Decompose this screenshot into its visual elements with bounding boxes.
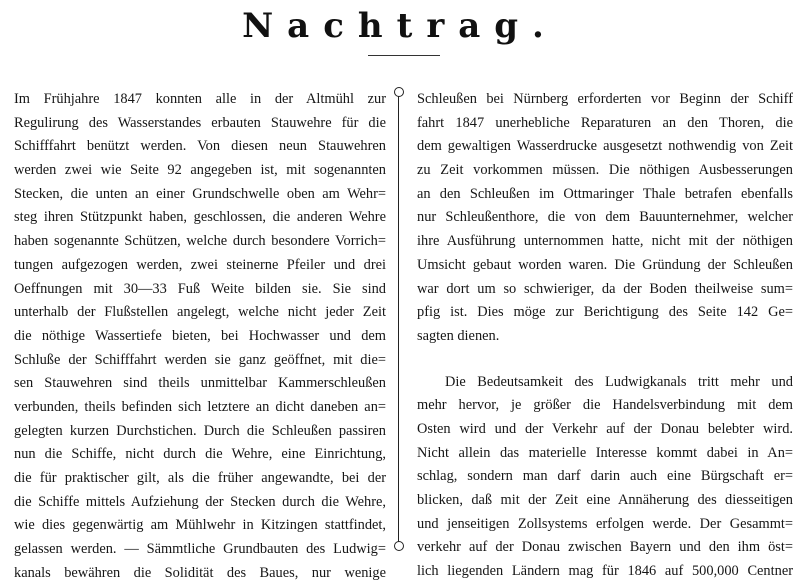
text-line: die nöthige Wassertiefe bieten, bei Hochwasser und dem [14, 327, 386, 344]
text-line: und jenseitigen Zollsystems erfolgen werde. Der Gesammt= [417, 515, 793, 532]
text-line: mehr hervor, je größer die Handelsverbindung mit dem [417, 397, 793, 414]
text-line: zu Zeit vorkommen müssen. Die nöthigen Ausbesserungen [417, 162, 793, 179]
text-line: Oeffnungen mit 30—33 Fuß Weite bilden sie. Sie sind [14, 280, 386, 297]
text-line: wie dies gegenwärtig am Mühlwehr in Kitzingen stattfindet, [14, 517, 386, 534]
text-line: kanals bewähren die Solidität des Baues, nur wenige [14, 564, 386, 581]
text-line: verkehr auf der Donau zwischen Bayern und den ihm öst= [417, 539, 793, 556]
text-line: Osten wird und der Verkehr auf der Donau belebter wird. [417, 420, 793, 437]
text-line: haben sogenannte Schützen, welche durch besondere Vorrich= [14, 233, 386, 250]
text-line: war dort um so schwieriger, da der Boden theilweise sum= [417, 280, 793, 297]
text-line: nur Schleußenthore, die von dem Bauunternehmer, welcher [417, 209, 793, 226]
text-line: ihre Ausführung unternommen hatte, nicht mit der nöthigen [417, 233, 793, 250]
text-line: die Schiffe mittels Aufziehung der Stecken durch die Wehre, [14, 493, 386, 510]
text-line: steg ihren Stützpunkt haben, geschlossen, die anderen Wehre [14, 209, 386, 226]
text-line: Stecken, die unten an einer Grundschwelle oben am Wehr= [14, 185, 386, 202]
title-underline [368, 55, 440, 56]
text-line: gelegten kurzen Durchstichen. Durch die Schleußen passiren [14, 422, 386, 439]
text-line: nun die Schiffe, nicht durch die Wehre, eine Einrichtung, [14, 446, 386, 463]
text-line: gelassen werden. — Sämmtliche Grundbauten des Ludwig= [14, 541, 386, 558]
text-line: dem gewaltigen Wasserdrucke ausgesetzt nothwendig von Zeit [417, 138, 793, 155]
text-line: sen Stauwehren sind theils unmittelbar Kammerschleußen [14, 375, 386, 392]
text-line: sagten dienen. [417, 327, 500, 344]
text-line: Regulirung des Wasserstandes erbauten Stauwehre für die [14, 114, 386, 131]
text-line: Schluße der Schifffahrt werden sie ganz geöffnet, mit die= [14, 351, 386, 368]
left-column [14, 88, 386, 585]
column-divider [398, 96, 399, 542]
text-line: Nicht allein das materielle Interesse kommt dabei in An= [417, 444, 793, 461]
text-line: die für praktischer gilt, als die früher angewandte, bei der [14, 470, 386, 486]
text-line: werden zwei wie Seite 92 angegeben ist, mit sogenannten [14, 162, 386, 179]
text-line: Im Frühjahre 1847 konnten alle in der Altmühl zur [14, 91, 386, 107]
text-line: Umsicht gebaut worden waren. Die Gründung der Schleußen [417, 256, 793, 273]
text-line: fahrt 1847 unerhebliche Reparaturen an den Thoren, die [417, 114, 793, 131]
text-line: an den Schleußen im Ottmaringer Thale betrafen ebenfalls [417, 185, 793, 202]
text-line: schlag, sondern man darf darin auch eine Bürgschaft er= [417, 468, 793, 485]
text-line: unterhalb der Flußstellen angelegt, welche nicht jeder Zeit [14, 304, 386, 321]
paragraph-gap [417, 349, 793, 371]
page-title: Nachtrag. [242, 6, 558, 46]
text-line: blicken, daß mit der Zeit eine Annäherung des diesseitigen [417, 492, 793, 508]
text-line: Die Bedeutsamkeit des Ludwigkanals tritt mehr und [445, 373, 793, 390]
right-column [417, 88, 793, 584]
text-line: lich liegenden Ländern mag für 1846 auf 500,000 Centner [417, 563, 793, 580]
text-line: Schifffahrt benützt werden. Von diesen neun Stauwehren [14, 138, 386, 155]
text-line: tungen aufgezogen werden, zwei steinerne Pfeiler und drei [14, 256, 386, 273]
text-line: Schleußen bei Nürnberg erforderten vor Beginn der Schiff [417, 91, 793, 107]
text-line: verbunden, theils befinden sich letztere an dicht daneben an= [14, 398, 386, 415]
text-line: pfig ist. Dies möge zur Berichtigung des Seite 142 Ge= [417, 304, 793, 321]
